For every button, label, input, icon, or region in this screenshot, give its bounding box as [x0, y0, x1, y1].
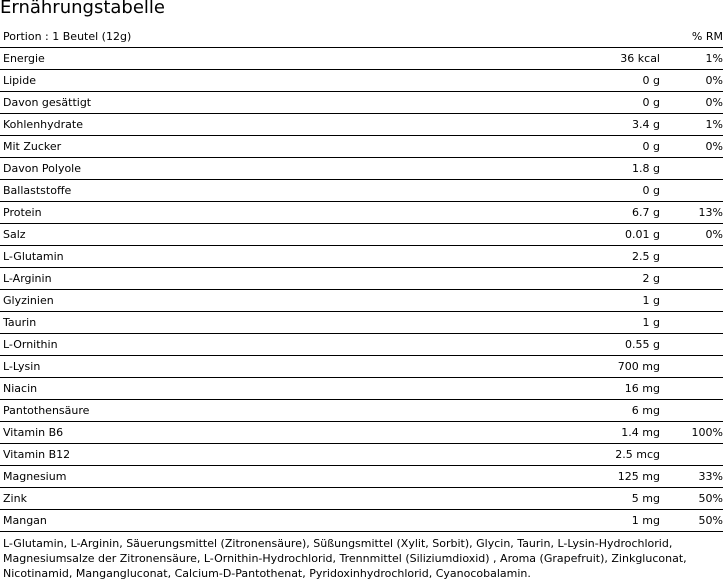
- nutrient-amount: 0 g: [543, 180, 660, 202]
- nutrient-name: L-Arginin: [0, 268, 543, 290]
- nutrient-amount: 1 mg: [543, 510, 660, 532]
- table-row: [0, 466, 723, 488]
- nutrient-amount: 0 g: [543, 92, 660, 114]
- nutrient-amount: 125 mg: [543, 466, 660, 488]
- nutrient-name: L-Lysin: [0, 356, 543, 378]
- table-row: [0, 136, 723, 158]
- nutrient-name: Taurin: [0, 312, 543, 334]
- nutrient-amount: 1 g: [543, 312, 660, 334]
- table-row: [0, 290, 723, 312]
- nutrient-rm-percent: [660, 400, 723, 422]
- nutrient-amount: 1 g: [543, 290, 660, 312]
- rm-header: % RM: [660, 26, 723, 48]
- table-row: [0, 70, 723, 92]
- nutrient-name: L-Ornithin: [0, 334, 543, 356]
- nutrient-name: Ballaststoffe: [0, 180, 543, 202]
- table-row: [0, 422, 723, 444]
- nutrient-rm-percent: 0%: [660, 224, 723, 246]
- nutrient-name: Protein: [0, 202, 543, 224]
- nutrient-name: Zink: [0, 488, 543, 510]
- nutrient-name: Vitamin B6: [0, 422, 543, 444]
- table-row: [0, 378, 723, 400]
- nutrient-amount: 0 g: [543, 136, 660, 158]
- nutrient-rm-percent: [660, 334, 723, 356]
- nutrient-rm-percent: 1%: [660, 114, 723, 136]
- table-row: [0, 92, 723, 114]
- nutrient-amount: 700 mg: [543, 356, 660, 378]
- portion-label: Portion : 1 Beutel (12g): [0, 26, 543, 48]
- table-row: [0, 48, 723, 70]
- table-row: [0, 510, 723, 532]
- table-row: [0, 334, 723, 356]
- nutrient-rm-percent: 1%: [660, 48, 723, 70]
- nutrition-rows: [0, 48, 723, 532]
- table-row: [0, 158, 723, 180]
- nutrient-rm-percent: [660, 356, 723, 378]
- ingredients-text: L-Glutamin, L-Arginin, Säuerungsmittel (Zitronensäure), Süßungsmittel (Xylit, Sorbit), Glycin, Taurin, L-Lysin-Hydrochlorid, Magnesiumsalze der Zitronensäure, L-Ornithin-Hydrochlorid, Trennmittel (Siliziumdioxid) , Aroma (Grapefruit), Zinkgluconat, Nicotinamid, Mangangluconat, Calcium-D-Pantothenat, Pyridoxinhydrochlorid, Cyanocobalamin.: [3, 537, 687, 580]
- nutrient-amount: 0.55 g: [543, 334, 660, 356]
- page-title: Ernährungstabelle: [0, 0, 165, 18]
- nutrient-rm-percent: 33%: [660, 466, 723, 488]
- nutrient-name: Pantothensäure: [0, 400, 543, 422]
- table-row: [0, 400, 723, 422]
- nutrient-rm-percent: [660, 268, 723, 290]
- nutrient-amount: 5 mg: [543, 488, 660, 510]
- nutrient-rm-percent: 0%: [660, 92, 723, 114]
- table-row: [0, 356, 723, 378]
- nutrient-amount: 6 mg: [543, 400, 660, 422]
- nutrient-name: L-Glutamin: [0, 246, 543, 268]
- header-value-spacer: [543, 26, 660, 48]
- nutrient-rm-percent: [660, 246, 723, 268]
- nutrient-amount: 1.8 g: [543, 158, 660, 180]
- nutrient-rm-percent: 50%: [660, 488, 723, 510]
- nutrient-rm-percent: [660, 158, 723, 180]
- nutrient-name: Vitamin B12: [0, 444, 543, 466]
- nutrient-amount: 6.7 g: [543, 202, 660, 224]
- nutrient-rm-percent: [660, 290, 723, 312]
- nutrient-rm-percent: 0%: [660, 70, 723, 92]
- nutrient-rm-percent: [660, 444, 723, 466]
- table-row: [0, 202, 723, 224]
- nutrition-table: [0, 26, 723, 532]
- nutrient-amount: 3.4 g: [543, 114, 660, 136]
- nutrient-rm-percent: [660, 312, 723, 334]
- nutrient-amount: 2.5 g: [543, 246, 660, 268]
- nutrient-rm-percent: 50%: [660, 510, 723, 532]
- nutrient-rm-percent: 13%: [660, 202, 723, 224]
- nutrient-name: Magnesium: [0, 466, 543, 488]
- nutrient-name: Mit Zucker: [0, 136, 543, 158]
- table-row: [0, 444, 723, 466]
- table-row: [0, 224, 723, 246]
- table-row: [0, 268, 723, 290]
- nutrient-amount: 2.5 mcg: [543, 444, 660, 466]
- table-row: [0, 246, 723, 268]
- nutrient-name: Kohlenhydrate: [0, 114, 543, 136]
- nutrient-rm-percent: 100%: [660, 422, 723, 444]
- nutrient-rm-percent: [660, 180, 723, 202]
- nutrient-rm-percent: [660, 378, 723, 400]
- nutrient-amount: 2 g: [543, 268, 660, 290]
- nutrient-amount: 16 mg: [543, 378, 660, 400]
- nutrient-rm-percent: 0%: [660, 136, 723, 158]
- table-header-row: [0, 26, 723, 48]
- table-row: [0, 488, 723, 510]
- nutrient-name: Davon Polyole: [0, 158, 543, 180]
- nutrient-amount: 36 kcal: [543, 48, 660, 70]
- nutrient-name: Lipide: [0, 70, 543, 92]
- table-row: [0, 180, 723, 202]
- nutrient-amount: 0.01 g: [543, 224, 660, 246]
- table-row: [0, 114, 723, 136]
- nutrient-name: Mangan: [0, 510, 543, 532]
- nutrient-name: Glyzinien: [0, 290, 543, 312]
- nutrient-amount: 0 g: [543, 70, 660, 92]
- nutrient-name: Energie: [0, 48, 543, 70]
- nutrient-amount: 1.4 mg: [543, 422, 660, 444]
- table-row: [0, 312, 723, 334]
- nutrient-name: Salz: [0, 224, 543, 246]
- nutrient-name: Davon gesättigt: [0, 92, 543, 114]
- nutrient-name: Niacin: [0, 378, 543, 400]
